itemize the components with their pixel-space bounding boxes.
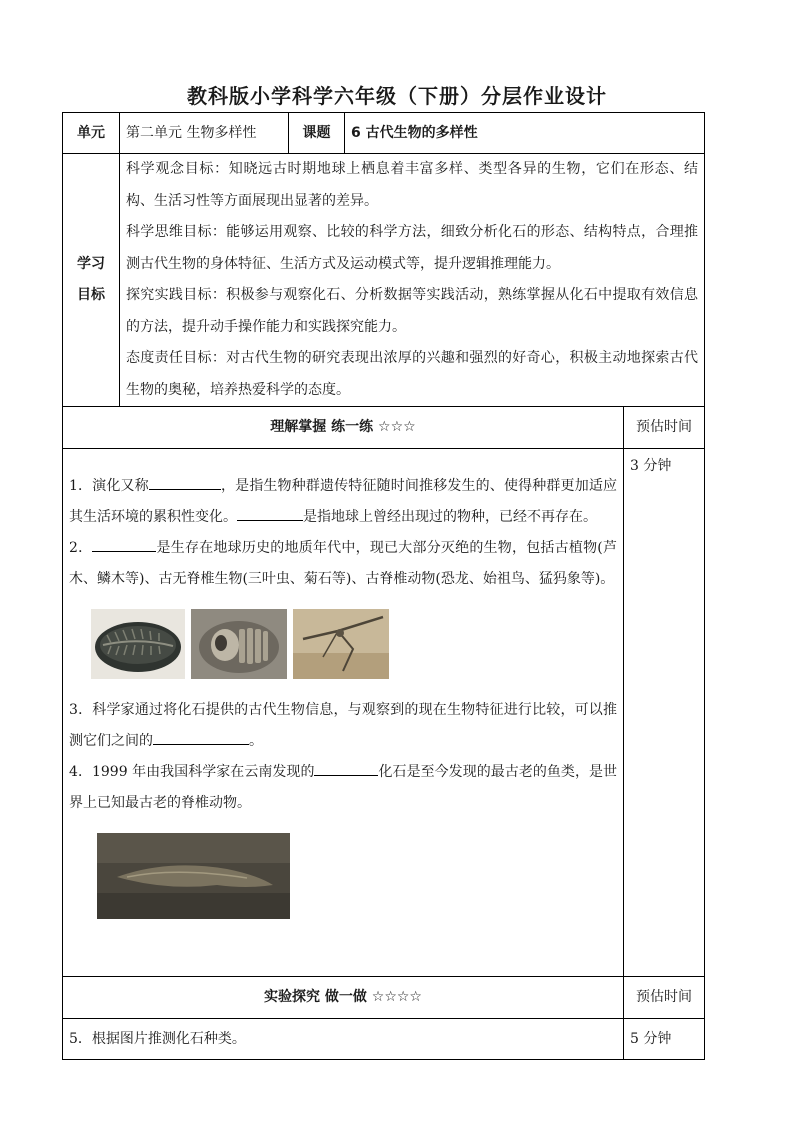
question-5: 5．根据图片推测化石种类。 [63,1019,624,1060]
question-1: 1．演化又称 ，是指生物种群遗传特征随时间推移发生的、使得种群更加适应其生活环境的累积性变化。 是指地球上曾经出现过的物种，已经不再存在。 [69,471,617,533]
trilobite-fossil-image [191,609,287,679]
goal-item-attitude: 态度责任目标：对古代生物的研究表现出浓厚的兴趣和强烈的好奇心，积极主动地探索古代生物的奥秘，培养热爱科学的态度。 [126,350,698,398]
answer-blank-3[interactable] [92,535,156,552]
section1-content-row [63,449,705,977]
section2-time-label: 预估时间 [624,977,705,1019]
unit-label: 单元 [63,113,120,154]
topic-value: 6 古代生物的多样性 [345,113,705,154]
goal-item-concept: 科学观念目标：知晓远古时期地球上栖息着丰富多样、类型各异的生物，它们在形态、结构、生活习性等方面展现出显著的差异。 [126,161,698,209]
goals-label: 学习 目标 [63,154,120,407]
topic-label: 课题 [289,113,345,154]
answer-blank-2[interactable] [237,504,303,521]
plant-fossil-image [91,609,185,679]
section1-header-row [63,407,705,449]
pterosaur-fossil-image [293,609,389,679]
section2-content-row [63,1019,705,1060]
section2-heading: 实验探究 做一做 ☆☆☆☆ [63,977,624,1019]
unit-value: 第二单元 生物多样性 [120,113,289,154]
section1-time-label: 预估时间 [624,407,705,449]
section1-heading: 理解掌握 练一练 ☆☆☆ [63,407,624,449]
question-3: 3．科学家通过将化石提供的古代生物信息，与观察到的现在生物特征进行比较，可以推测它们之间的 。 [69,701,617,749]
answer-blank-5[interactable] [314,759,378,776]
goal-item-practice: 探究实践目标：积极参与观察化石、分析数据等实践活动，熟练掌握从化石中提取有效信息的方法，提升动手操作能力和实践探究能力。 [126,287,698,335]
fossil-images [91,609,617,679]
section2-header-row [63,977,705,1019]
page-title: 教科版小学科学六年级（下册）分层作业设计 [187,84,607,108]
section1-time-value: 3 分钟 [624,449,705,977]
homework-table [62,112,705,1060]
goal-item-thinking: 科学思维目标：能够运用观察、比较的科学方法，细致分析化石的形态、结构特点，合理推测古代生物的身体特征、生活方式及运动模式等，提升逻辑推理能力。 [126,224,698,272]
header-row [63,113,705,154]
answer-blank-4[interactable] [153,728,249,745]
goals-row [63,154,705,407]
question-2: 2． 是生存在地球历史的地质年代中，现已大部分灭绝的生物，包括古植物(芦木、鳞木等)、古无脊椎生物(三叶虫、菊石等)、古脊椎动物(恐龙、始祖鸟、猛犸象等)。 [69,533,617,595]
fish-fossil-image [97,833,617,919]
question-4: 4．1999 年由我国科学家在云南发现的 化石是至今发现的最古老的鱼类，是世界上已知最古老的脊椎动物。 [69,757,617,819]
answer-blank-1[interactable] [149,473,221,490]
section2-time-value: 5 分钟 [624,1019,705,1060]
goals-list [120,154,705,407]
section1-questions [63,449,624,977]
